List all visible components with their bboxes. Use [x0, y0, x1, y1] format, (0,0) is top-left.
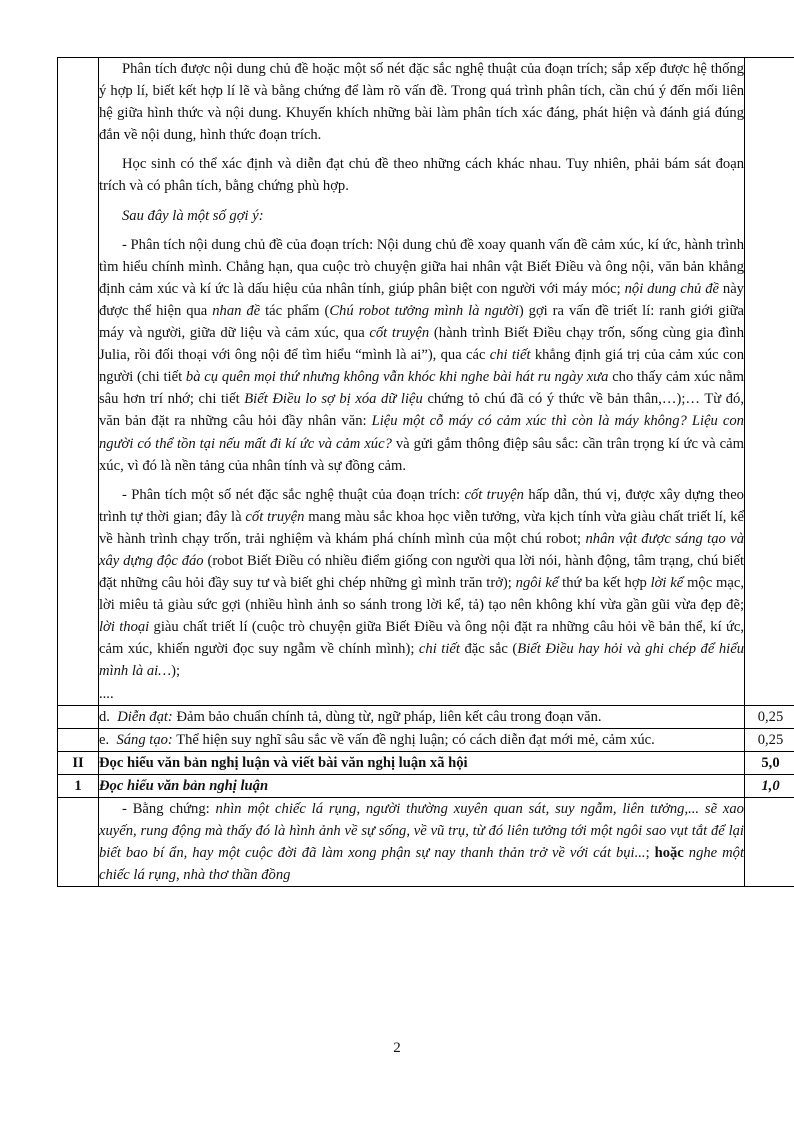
- evidence-row: [58, 798, 794, 887]
- criteria-theme: - Phân tích nội dung chủ đề của đoạn trích: Nội dung chủ đề xoay quanh vấn đề cảm xúc, kí ức, hành trình tìm hiểu chính mình. Chẳng hạn, qua cuộc trò chuyện giữa hai nhân vật Biết Điều và ông nội, văn bản khẳng định cảm xúc và kí ức là dấu hiệu của nhân tính, giúp phân biệt con người với máy móc; nội dung chủ đề này được thể hiện qua nhan đề tác phẩm (Chú robot tưởng mình là người) gợi ra vấn đề triết lí: ranh giới giữa máy và người, giữa dữ liệu và cảm xúc, qua cốt truyện (hành trình Biết Điều chạy trốn, sống cùng gia đình Julia, rồi đối thoại với ông nội để tìm hiểu “mình là ai”), qua các chi tiết khẳng định giá trị của cảm xúc con người (chi tiết bà cụ quên mọi thứ nhưng không vẫn khóc khi nghe bài hát ru ngày xưa cho thấy cảm xúc nằm sâu hơn trí nhớ; chi tiết Biết Điều lo sợ bị xóa dữ liệu chứng tỏ chú đã có ý thức về bản thân,…);… Từ đó, văn bản đặt ra những câu hỏi đầy nhân văn: Liệu một cỗ máy có cảm xúc thì còn là máy không? Liệu con người có thể tồn tại nếu mất đi kí ức và cảm xúc? và gửi gắm thông điệp sâu sắc: cần trân trọng kí ức và cảm xúc, vì đó là nền tảng của nhân tính và sự đồng cảm.: [99, 236, 745, 474]
- evidence-text: - Bằng chứng: nhìn một chiếc lá rụng, người thường xuyên quan sát, suy ngẫm, liên tưởng,... sẽ xao xuyến, rung động mà thấy đó là hình ảnh về sự sống, về vũ trụ, từ đó liên tưởng tới một ngôi sao vụt tắt để lại biết bao bí ẩn, hay một cuộc đời đã làm xong phận sự nay thanh thản trở về với cát bụi...; hoặc nghe một chiếc lá rụng, nhà thơ thần đồng: [99, 801, 744, 884]
- score-cell: [745, 58, 794, 706]
- section-ii-row: [58, 751, 794, 774]
- row-e-title: Sáng tạo:: [116, 731, 173, 748]
- section-ii-num: II: [58, 751, 99, 774]
- page-number: 2: [393, 1040, 401, 1056]
- criteria-content: [99, 58, 745, 706]
- row-d-title: Diễn đạt:: [117, 708, 173, 725]
- row-e-label: e.: [99, 731, 110, 748]
- criteria-suggest: Sau đây là một số gợi ý:: [122, 207, 264, 224]
- section-1-title: Đọc hiểu văn bản nghị luận: [99, 774, 745, 797]
- scoring-table: [57, 57, 794, 887]
- row-d-label: d.: [99, 708, 110, 725]
- section-1-score: 1,0: [745, 774, 794, 797]
- criteria-intro: Phân tích được nội dung chủ đề hoặc một số nét đặc sắc nghệ thuật của đoạn trích; sắp xếp được hệ thống ý hợp lí, biết kết hợp lí lẽ và bằng chứng để làm rõ vấn đề. Trong quá trình phân tích, cần chú ý đến mối liên hệ giữa hình thức và nội dung. Khuyến khích những bài làm phân tích xác đáng, phát hiện và đánh giá đúng đắn về nội dung, hình thức đoạn trích.: [99, 61, 744, 144]
- criteria-note: Học sinh có thể xác định và diễn đạt chủ đề theo những cách khác nhau. Tuy nhiên, phải bám sát đoạn trích và có phân tích, bằng chứng phù hợp.: [99, 156, 744, 195]
- row-e: [58, 728, 794, 751]
- criteria-ellipsis: ....: [99, 685, 114, 702]
- row-d-score: 0,25: [745, 705, 794, 728]
- num-cell: [58, 58, 99, 706]
- row-e-score: 0,25: [745, 728, 794, 751]
- row-d: [58, 705, 794, 728]
- criteria-row: [58, 58, 794, 706]
- section-ii-score: 5,0: [745, 751, 794, 774]
- criteria-art: - Phân tích một số nét đặc sắc nghệ thuật của đoạn trích: cốt truyện hấp dẫn, thú vị, được xây dựng theo trình tự thời gian; đây là cốt truyện mang màu sắc khoa học viễn tưởng, vừa kịch tính vừa giàu chất triết lí, kể về hành trình chạy trốn, trải nghiệm và khám phá chính mình của một chú robot; nhân vật được sáng tạo và xây dựng độc đáo (robot Biết Điều có nhiều điểm giống con người qua lời nói, hành động, tâm trạng, chú biết đặt những câu hỏi đầy suy tư và biết ghi chép những gì mình trăn trở); ngôi kể thứ ba kết hợp lời kể mộc mạc, lời miêu tả giàu sức gợi (nhiều hình ảnh so sánh trong lời kể, tả) tạo nên không khí vừa gần gũi vừa đẹp đẽ; lời thoại giàu chất triết lí (cuộc trò chuyện giữa Biết Điều và ông nội đặt ra những câu hỏi về bản thể, kí ức, cảm xúc, khiến người đọc suy ngẫm về chính mình); chi tiết đặc sắc (Biết Điều hay hỏi và ghi chép để hiểu mình là ai…);: [99, 486, 744, 680]
- section-1-num: 1: [58, 774, 99, 797]
- row-e-text: Thể hiện suy nghĩ sâu sắc về vấn đề nghị luận; có cách diễn đạt mới mẻ, cảm xúc.: [176, 731, 655, 748]
- row-d-text: Đảm bảo chuẩn chính tả, dùng từ, ngữ pháp, liên kết câu trong đoạn văn.: [176, 708, 602, 725]
- section-1-row: [58, 774, 794, 797]
- section-ii-title: Đọc hiểu văn bản nghị luận và viết bài văn nghị luận xã hội: [99, 751, 745, 774]
